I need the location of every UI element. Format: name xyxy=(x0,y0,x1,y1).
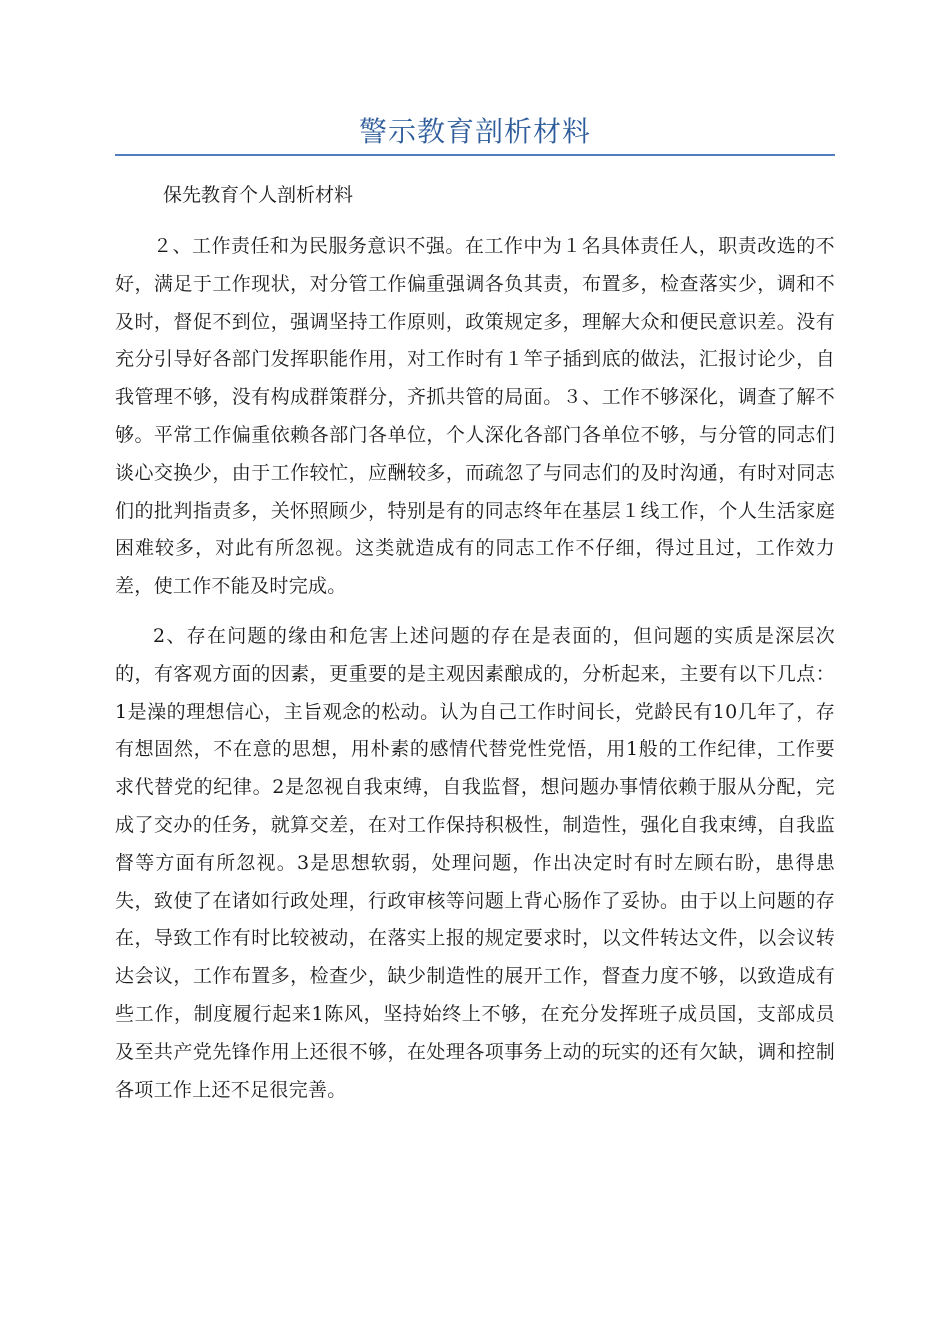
document-body xyxy=(115,176,835,1121)
paragraph-1: ２、工作责任和为民服务意识不强。在工作中为１名具体责任人，职责改选的不好，满足于工作现状，对分管工作偏重强调各负其责，布置多，检查落实少，调和不及时，督促不到位，强调坚持工作原则，政策规定多，理解大众和便民意识差。没有充分引导好各部门发挥职能作用，对工作时有１竿子插到底的做法，汇报讨论少，自我管理不够，没有构成群策群分，齐抓共管的局面。３、工作不够深化，调查了解不够。平常工作偏重依赖各部门各单位，个人深化各部门各单位不够，与分管的同志们谈心交换少，由于工作较忙，应酬较多，而疏忽了与同志们的及时沟通，有时对同志们的批判指责多，关怀照顾少，特别是有的同志终年在基层１线工作，个人生活家庭困难较多，对此有所忽视。这类就造成有的同志工作不仔细，得过且过，工作效力差，使工作不能及时完成。 xyxy=(115,235,835,598)
paragraph-2: 2、存在问题的缘由和危害上述问题的存在是表面的，但问题的实质是深层次的，有客观方面的因素，更重要的是主观因素酿成的，分析起来，主要有以下几点：1是澡的理想信心，主旨观念的松动。认为自己工作时间长，党龄民有10几年了，存有想固然，不在意的思想，用朴素的感情代替党性党悟，用1般的工作纪律，工作要求代替党的纪律。2是忽视自我束缚，自我监督，想问题办事情依赖于服从分配，完成了交办的任务，就算交差，在对工作保持积极性，制造性，强化自我束缚，自我监督等方面有所忽视。3是思想软弱，处理问题，作出决定时有时左顾右盼，患得患失，致使了在诸如行政处理，行政审核等问题上背心肠作了妥协。由于以上问题的存在，导致工作有时比较被动，在落实上报的规定要求时，以文件转达文件，以会议转达会议，工作布置多，检查少，缺少制造性的展开工作，督查力度不够，以致造成有些工作，制度履行起来1陈风，坚持始终上不够，在充分发挥班子成员国，支部成员及至共产党先锋作用上还很不够，在处理各项事务上动的玩实的还有欠缺，调和控制各项工作上还不足很完善。 xyxy=(115,624,835,1101)
document-title: 警示教育剖析材料 xyxy=(358,115,591,148)
document-subtitle: 保先教育个人剖析材料 xyxy=(163,184,354,206)
title-underline xyxy=(115,154,835,156)
